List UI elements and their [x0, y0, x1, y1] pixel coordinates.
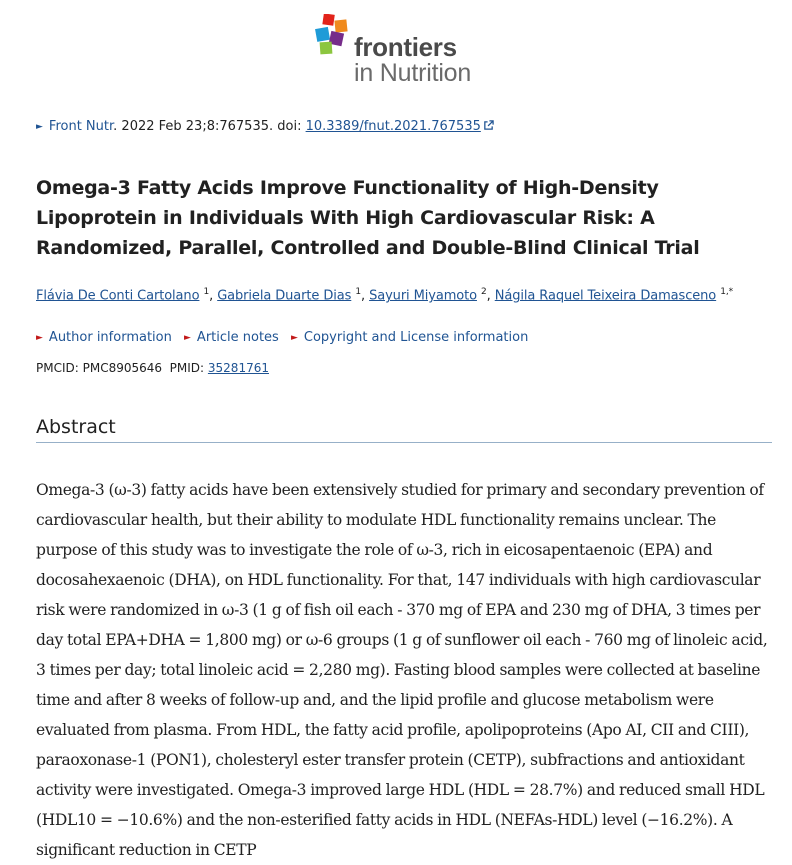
author-affiliation-sup: 1,*: [720, 287, 733, 297]
citation-line: [36, 118, 494, 137]
pmid-label: PMID:: [169, 361, 208, 375]
author-link[interactable]: Gabriela Duarte Dias: [217, 288, 352, 304]
abstract-body: Omega-3 (ω-3) fatty acids have been extensively studied for primary and secondary prevention of cardiovascular health, but their ability to modulate HDL functionality remains unclear. The purpose of this study was to investigate the role of ω-3, rich in eicosapentaenoic (EPA) and docosahexaenoic (DHA), on HDL functionality. For that, 147 individuals with high cardiovascular risk were randomized in ω-3 (1 g of fish oil each - 370 mg of EPA and 230 mg of DHA, 3 times per day total EPA+DHA = 1,800 mg) or ω-6 groups (1 g of sunflower oil each - 760 mg of linoleic acid, 3 times per day; total linoleic acid = 2,280 mg). Fasting blood samples were collected at baseline time and after 8 weeks of follow-up and, and the lipid profile and glucose metabolism were evaluated from plasma. From HDL, the fatty acid profile, apolipoproteins (Apo AI, CII and CIII), paraoxonase-1 (PON1), cholesteryl ester transfer protein (CETP), subfractions and antioxidant activity were investigated. Omega-3 improved large HDL (HDL = 28.7%) and reduced small HDL (HDL10 = −10.6%) and the non-esterified fatty acids in HDL (NEFAs-HDL) level (−16.2%). A significant reduction in CETP: [36, 481, 768, 859]
journal-link[interactable]: Front Nutr: [48, 119, 114, 134]
expand-triangle-icon: ►: [290, 333, 298, 343]
article-identifiers: [36, 359, 269, 377]
doi-link[interactable]: 10.3389/fnut.2021.767535: [305, 119, 481, 134]
author-affiliation-sup: 1: [355, 287, 361, 297]
logo-wordmark-frontiers: frontiers: [354, 32, 457, 62]
expand-triangle-icon: ►: [184, 333, 191, 343]
abstract-heading: Abstract: [36, 416, 116, 438]
journal-logo[interactable]: [314, 14, 504, 87]
pmid-link[interactable]: 35281761: [207, 361, 269, 375]
author-link[interactable]: Flávia De Conti Cartolano: [36, 288, 200, 304]
logo-wordmark-journal: in Nutrition: [354, 59, 472, 87]
article-info-links: [36, 329, 536, 348]
author-link[interactable]: Nágila Raquel Teixeira Damasceno: [494, 288, 717, 304]
author-information-toggle[interactable]: ► Author information: [36, 330, 172, 345]
expand-triangle-icon: ►: [36, 333, 43, 343]
external-link-icon[interactable]: [483, 120, 494, 131]
section-divider: [36, 442, 772, 443]
article-title: Omega-3 Fatty Acids Improve Functionality of High-Density Lipoprotein in Individuals With High Cardiovascular Risk: A Randomized, Parallel, Controlled and Double-Blind Clinical Trial: [36, 177, 700, 259]
frontiers-logo-icon: [314, 14, 354, 56]
author-list: Flávia De Conti Cartolano $^1$, Gabriela Duarte Dias $^1$, Sayuri Miyamoto $^2$, Nágila Raquel Teixeira Damasceno $^{1,*}$: [36, 287, 733, 304]
article-notes-toggle[interactable]: ► Article notes: [184, 330, 279, 345]
author-link[interactable]: Sayuri Miyamoto: [369, 288, 477, 304]
pmcid-value: PMC8905646: [82, 361, 163, 375]
pmcid-label: PMCID:: [36, 361, 83, 375]
copyright-license-toggle[interactable]: ► Copyright and License information: [290, 330, 529, 345]
expand-triangle-icon[interactable]: ►: [36, 122, 43, 132]
author-affiliation-sup: 1: [203, 287, 210, 297]
author-affiliation-sup: 2: [481, 287, 487, 297]
citation-details: . 2022 Feb 23;8:767535. doi:: [113, 119, 306, 134]
